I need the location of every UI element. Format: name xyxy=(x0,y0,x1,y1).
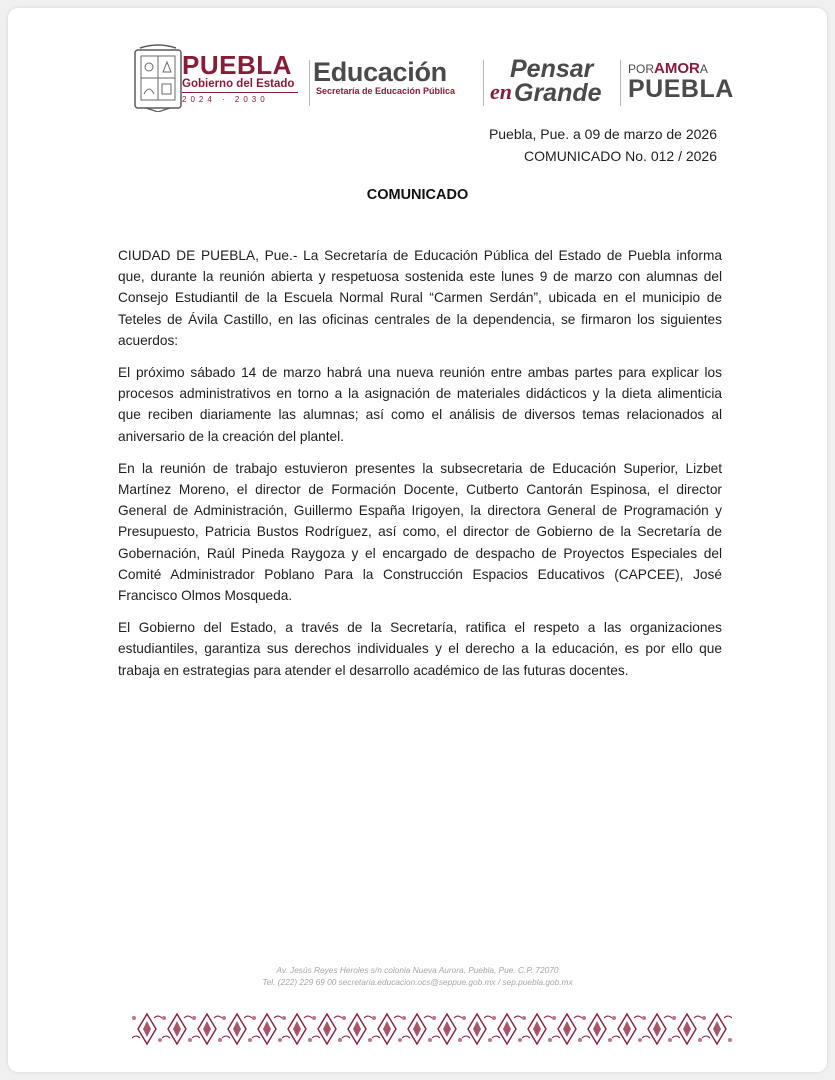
amor-logo-por: POR xyxy=(628,62,655,76)
document-page xyxy=(8,8,827,1072)
document-body xyxy=(118,245,722,692)
puebla-logo xyxy=(182,52,308,104)
amor-logo-puebla: PUEBLA xyxy=(628,75,734,103)
pensar-logo-line2: Grande xyxy=(514,79,602,107)
amor-logo-a: A xyxy=(699,62,708,76)
comunicado-number: COMUNICADO No. 012 / 2026 xyxy=(524,148,717,164)
logo-divider xyxy=(483,60,484,106)
education-logo-subtitle: Secretaría de Educación Pública xyxy=(316,86,456,96)
logo-divider xyxy=(309,60,310,106)
body-paragraph: CIUDAD DE PUEBLA, Pue.- La Secretaría de Educación Pública del Estado de Puebla informa que, durante la reunión abierta y respetuosa sostenida este lunes 9 de marzo con alumnas del Consejo Estudiantil de la Escuela Normal Rural “Carmen Serdán”, ubicada en el municipio de Teteles de Ávila Castillo, en las oficinas centrales de la dependencia, se firmaron los siguientes acuerdos: xyxy=(118,248,722,348)
logo-divider xyxy=(620,60,621,106)
document-title: COMUNICADO xyxy=(366,187,469,203)
education-logo-title: Educación xyxy=(313,57,447,87)
footer-address: Av. Jesús Reyes Heroles s/n colonia Nueva Aurora, Puebla, Pue. C.P. 72070 xyxy=(276,965,559,975)
footer-contact xyxy=(8,964,827,988)
pensar-logo-line1: Pensar xyxy=(510,55,594,83)
body-paragraph: El próximo sábado 14 de marzo habrá una nueva reunión entre ambas partes para explicar los procesos administrativos en torno a la asignación de materiales didácticos y la dieta alimenticia que reciben diariamente las alumnas; así como el análisis de diversos temas relacionados al aniversario de la creación del plantel. xyxy=(118,365,722,444)
coat-of-arms-icon xyxy=(132,44,184,112)
decorative-pattern-icon xyxy=(132,1010,732,1048)
footer-contact-line: Tel. (222) 229 69 00 secretaria.educacion.ocs@seppue.gob.mx / sep.puebla.gob.mx xyxy=(262,977,573,987)
education-logo xyxy=(313,58,478,97)
body-paragraph: El Gobierno del Estado, a través de la Secretaría, ratifica el respeto a las organizaciones estudiantiles, garantiza sus derechos individuales y el derecho a la educación, es por ello que trabaja en estrategias para atender el desarrollo académico de las futuras docentes. xyxy=(118,620,722,678)
por-amor-a-puebla-logo xyxy=(628,60,738,101)
place-date: Puebla, Pue. a 09 de marzo de 2026 xyxy=(488,126,717,142)
letterhead xyxy=(8,8,827,118)
body-paragraph: En la reunión de trabajo estuvieron presentes la subsecretaria de Educación Superior, Lizbet Martínez Moreno, el director de Formación Docente, Cutberto Cantorán Espinosa, el director General de Administración, Guillermo España Irigoyen, la directora General de Programación y Presupuesto, Patricia Bustos Rodríguez, así como, el director de Gobierno de la Secretaría de Gobernación, Raúl Pineda Raygoza y el encargado de despacho de Proyectos Especiales del Comité Administrador Poblano Para la Construcción Espacios Educativos (CAPCEE), José Francisco Olmos Mosqueda. xyxy=(118,460,722,604)
puebla-logo-years: 2024 · 2030 xyxy=(182,95,269,104)
pensar-logo-en: en xyxy=(490,79,512,104)
amor-logo-amor: AMOR xyxy=(654,60,700,77)
puebla-logo-subtitle: Gobierno del Estado xyxy=(182,78,298,93)
pensar-en-grande-logo xyxy=(488,56,613,108)
puebla-logo-title: PUEBLA xyxy=(182,50,292,80)
document-meta xyxy=(489,123,717,167)
